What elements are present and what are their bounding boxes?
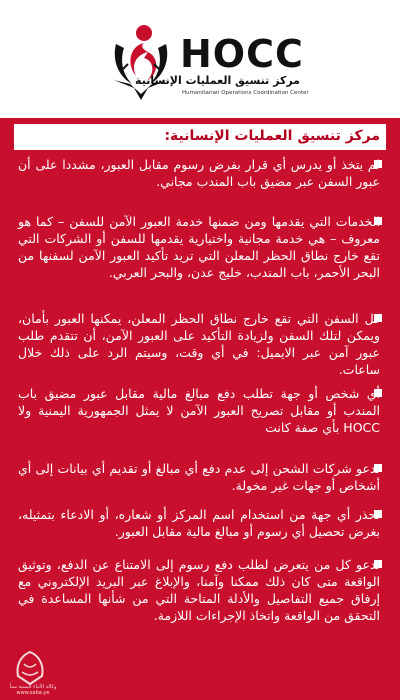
section-title: مركز تنسيق العمليات الإنسانية: bbox=[164, 128, 380, 144]
hocc-emblem-icon bbox=[108, 24, 174, 102]
brand-logo-text: HOCC bbox=[180, 32, 304, 76]
statement-paragraph: أي شخص أو جهة تطلب دفع مبالغ مالية مقابل عبور مضيق باب المندب أو مقابل تصريح العبور الآمن لا يمثل الجمهورية اليمنية ولا HOCC بأي صفة كانت bbox=[18, 386, 380, 435]
statement-panel bbox=[0, 118, 400, 700]
statement-paragraph: لم يتخذ أو يدرس أي قرار بفرض رسوم مقابل العبور، مشددا على أن عبور السفن عبر مضيق باب المندب مجاني. bbox=[18, 157, 380, 189]
footer-credit bbox=[8, 684, 58, 696]
brand-english-name: Humanitarian Operations Coordination Center bbox=[182, 90, 309, 96]
brand-arabic-name: مركز تنسيق العمليات الإنسانية bbox=[135, 74, 300, 87]
statement-paragraph: الخدمات التي يقدمها ومن ضمنها خدمة العبور الآمن للسفن – كما هو معروف – هي خدمة مجانية واختيارية يقدمها للسفن أو الشركات التي تقع خارج نطاق الحظر المعلن التي تريد تأكيد العبور الآمن لسفنها من البحر الأحمر، باب المندب، خليج عدن، والبحر العربي. bbox=[18, 214, 380, 280]
statement-paragraph: تدعو شركات الشحن إلى عدم دفع أي مبالغ أو تقديم أي بيانات إلى أي أشخاص أو جهات غير مخولة. bbox=[18, 461, 380, 493]
footer-site: www.saba.ye bbox=[16, 690, 50, 696]
footer-agency: وكالة الأنباء اليمنية سبأ bbox=[9, 684, 57, 690]
section-title-bar bbox=[14, 124, 386, 150]
statement-paragraph: كل السفن التي تقع خارج نطاق الحظر المعلن، يمكنها العبور بأمان، ويمكن لتلك السفن ولزيادة التأكيد على العبور الآمن، أن تتقدم طلب عبور آمن عبر الايميل: في أي وقت، وسيتم الرد على ذلك خلال ساعات. bbox=[18, 311, 380, 377]
statement-paragraph: تحذر أي جهة من استخدام اسم المركز أو شعاره، أو الادعاء بتمثيله، بغرض تحصيل أي رسوم أو مبالغ مالية مقابل العبور. bbox=[18, 507, 380, 539]
header bbox=[0, 0, 400, 118]
statement-paragraph: تدعو كل من يتعرض لطلب دفع رسوم إلى الامتناع عن الدفع، وتوثيق الواقعة متى كان ذلك ممكنا وآمنا، والإبلاغ عبر البريد الإلكتروني مع إرفاق جميع التفاصيل والأدلة المتاحة التي من شأنها المساعدة في التحقق من الواقعة واتخاذ الإجراءات اللازمة. bbox=[18, 557, 380, 623]
